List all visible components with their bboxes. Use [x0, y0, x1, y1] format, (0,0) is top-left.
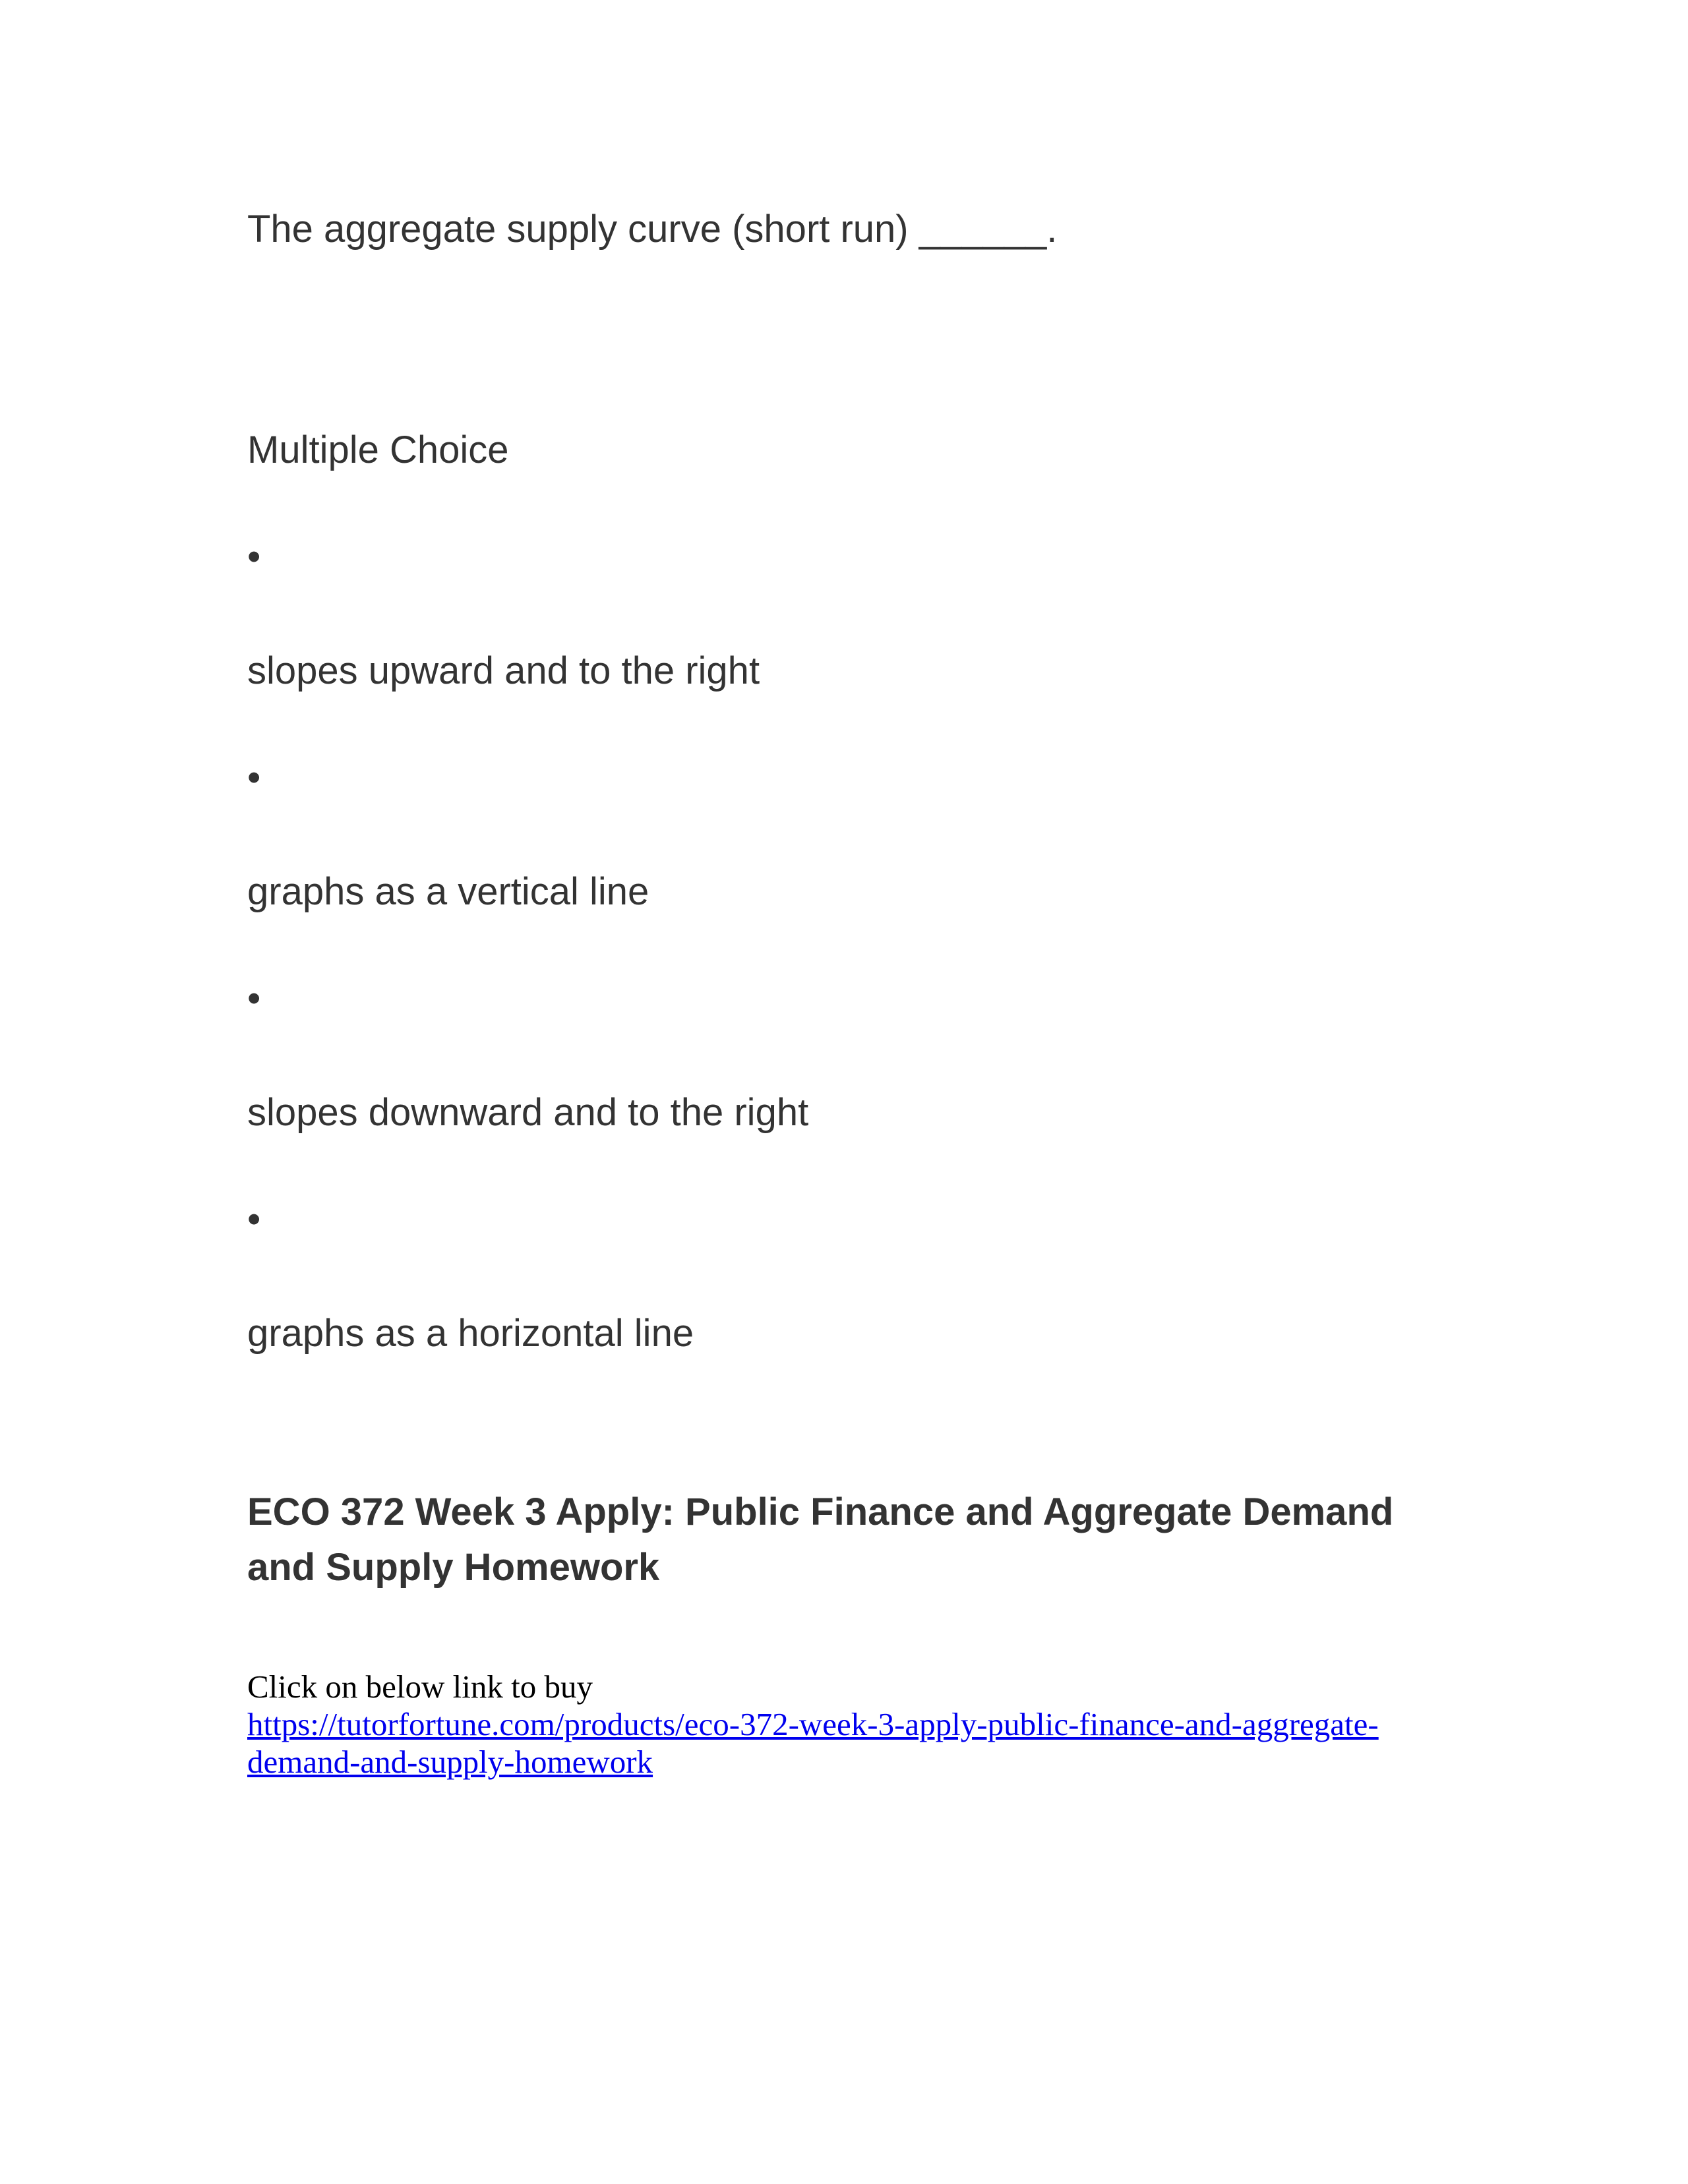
buy-section: [247, 1668, 1434, 1781]
option-bullet: •: [247, 535, 261, 578]
heading-line-2: and Supply Homework: [247, 1546, 660, 1589]
option-3-label: slopes downward and to the right: [247, 1091, 809, 1134]
option-4-label: graphs as a horizontal line: [247, 1312, 694, 1355]
option-2-label: graphs as a vertical line: [247, 870, 649, 913]
product-link-line-1[interactable]: https://tutorfortune.com/products/eco-372-week-3-apply-public-finance-and-aggregate-: [247, 1706, 1379, 1742]
heading-line-1: ECO 372 Week 3 Apply: Public Finance and Aggregate Demand: [247, 1490, 1394, 1533]
option-bullet: •: [247, 1198, 261, 1241]
question-text: The aggregate supply curve (short run) ______.: [247, 208, 1058, 251]
buy-prompt: Click on below link to buy: [247, 1668, 593, 1705]
option-bullet: •: [247, 756, 261, 799]
question-type-label: Multiple Choice: [247, 428, 509, 471]
homework-heading: [247, 1485, 1434, 1595]
option-bullet: •: [247, 977, 261, 1020]
product-link[interactable]: [247, 1706, 1379, 1780]
option-1-label: slopes upward and to the right: [247, 649, 760, 692]
product-link-line-2[interactable]: demand-and-supply-homework: [247, 1744, 653, 1780]
